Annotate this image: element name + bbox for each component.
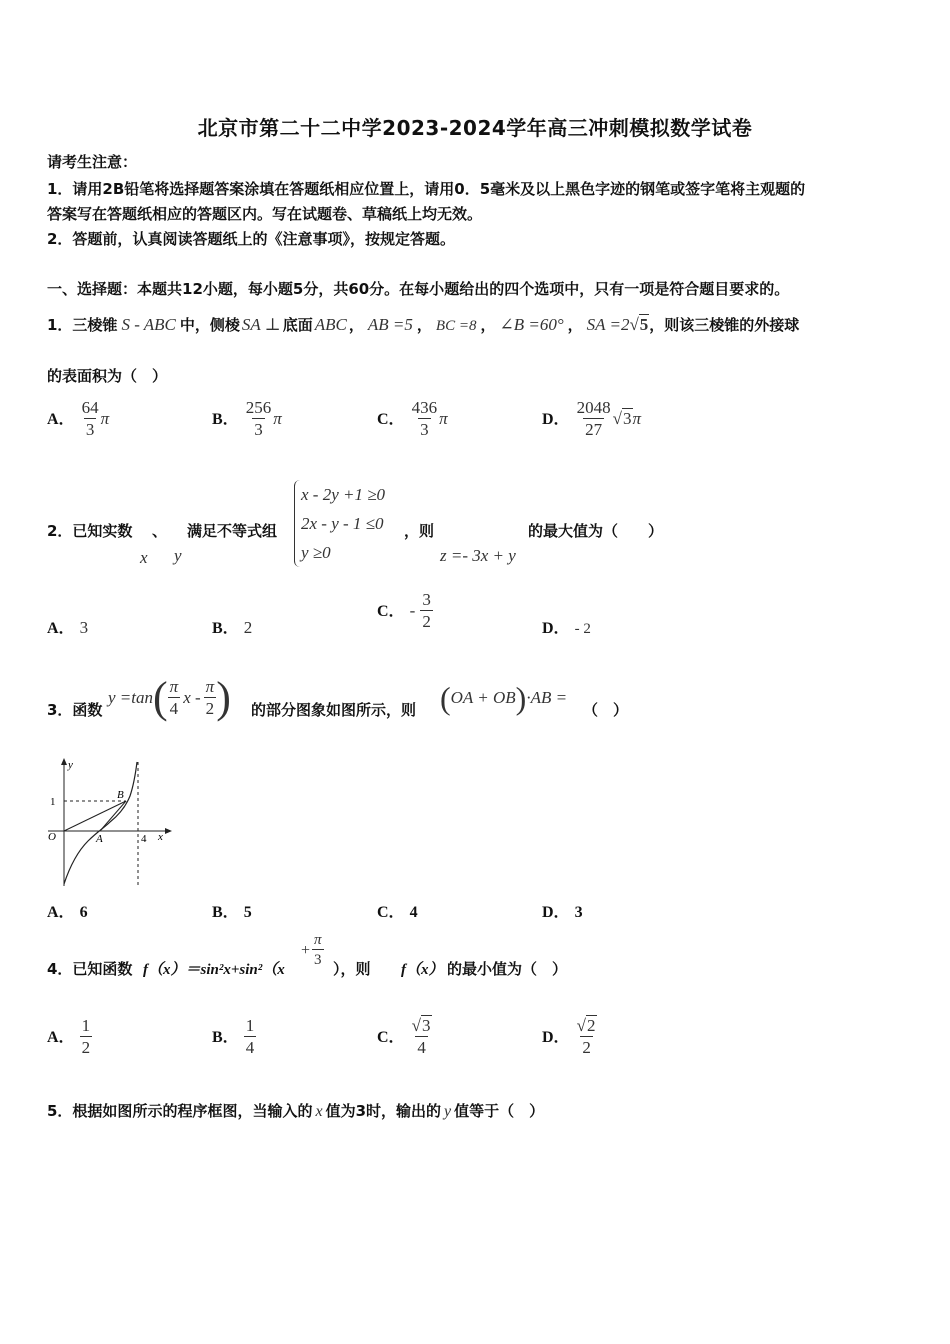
fraction-denominator: 27: [585, 420, 603, 439]
q1-separator: ，: [416, 316, 432, 334]
q2-text-1: 满足不等式组: [187, 522, 278, 540]
q5-text: 值为3时，输出的: [325, 1102, 442, 1120]
point-b-label: B: [117, 789, 124, 801]
q1-math-sa: SA =2: [586, 315, 630, 334]
q4-plus: +: [301, 942, 311, 959]
inequality-2: 2x - y - 1 ≤0: [301, 514, 384, 533]
q2-var-x: x: [140, 548, 148, 567]
option-label: B．: [212, 1029, 239, 1046]
option-value: 5: [243, 904, 252, 921]
q5-var-x: x: [315, 1103, 323, 1120]
fraction-denominator: 2: [81, 1038, 91, 1057]
q1-line-2: 的表面积为（ ）: [47, 367, 168, 385]
q4-option-c: [377, 1016, 434, 1059]
option-label: B．: [212, 411, 239, 428]
q4-option-a: [47, 1016, 92, 1059]
q1-math-bc: BC =8: [435, 318, 477, 334]
notice-item-1-line-2: 答案写在答题纸相应的答题区内。写在试题卷、草稿纸上均无效。: [47, 205, 483, 223]
option-value: - 2: [574, 621, 591, 637]
inequality-3: y ≥0: [301, 543, 331, 562]
fraction-numerator: 436: [411, 398, 438, 417]
option-label: C．: [377, 603, 405, 620]
option-value: 2: [243, 618, 253, 637]
fraction-numerator: 1: [245, 1016, 255, 1035]
q3-vector-expression: [440, 682, 567, 714]
fraction-numerator: π: [205, 676, 215, 696]
q2-option-b: [212, 615, 252, 638]
q3-option-c: [377, 899, 418, 922]
q5-text: 值等于（ ）: [454, 1102, 545, 1120]
option-value: 3: [79, 618, 89, 637]
q2-text-2: ，则: [404, 522, 435, 540]
q3-fraction-1: [168, 677, 181, 720]
fraction-denominator: 4: [245, 1038, 255, 1057]
option-value: 3: [574, 904, 583, 921]
q3-option-a: [47, 899, 88, 922]
fraction-denominator: 3: [254, 420, 263, 439]
option-fraction: $\frac{√3}{4}$: [411, 1016, 431, 1057]
fraction-denominator: 3: [420, 420, 429, 439]
q4-tail: 的最小值为（ ）: [447, 960, 568, 978]
fraction-denominator: 2: [582, 1038, 591, 1057]
q4-function-ref: f（x）: [401, 962, 444, 978]
q1-separator: ，: [348, 316, 364, 334]
q2-var-y: y: [174, 546, 182, 565]
option-label: A．: [47, 411, 75, 428]
q2-option-c: [377, 590, 433, 633]
q1-option-b: [212, 398, 282, 441]
fraction-numerator: π: [169, 676, 179, 696]
fraction-numerator: π: [314, 932, 322, 948]
q1-math-sa-perp: SA ⊥: [241, 315, 281, 334]
axis-label-y: y: [68, 759, 73, 771]
option-label: B．: [212, 620, 239, 637]
q1-number: 1．三棱锥: [47, 316, 118, 334]
q3-text-2: （ ）: [583, 701, 629, 719]
fraction-numerator: 64: [81, 398, 99, 417]
radicand: 3: [623, 409, 632, 428]
q5-text: 5．根据如图所示的程序框图，当输入的: [47, 1102, 313, 1120]
notice-item-2: 2．答题前，认真阅读答题纸上的《注意事项》，按规定答题。: [47, 230, 455, 248]
q3-function: [108, 673, 231, 722]
option-label: C．: [377, 1029, 405, 1046]
pi-symbol: π: [100, 409, 110, 428]
fraction-denominator: 4: [169, 698, 179, 718]
option-fraction: [244, 1016, 257, 1059]
q2-option-a: [47, 615, 88, 638]
left-paren: (: [153, 673, 168, 722]
q1-option-a: [47, 398, 109, 441]
x-axis-arrow: [165, 828, 172, 834]
q3-tan-graph: [40, 756, 180, 891]
q1-math-abc: ABC: [314, 315, 347, 334]
option-label: C．: [377, 411, 405, 428]
y-axis-arrow: [61, 758, 67, 765]
option-fraction: $\frac{√2}{2}$: [576, 1016, 596, 1057]
option-sqrt: √3: [612, 409, 632, 428]
radicand: 3: [422, 1016, 431, 1035]
axis-label-x: x: [158, 831, 163, 843]
q2-number: 2．已知实数: [47, 522, 133, 540]
fraction-denominator: 2: [422, 612, 431, 631]
q1-text: ，则该三棱锥的外接球: [649, 316, 800, 334]
q1-text: 底面: [282, 316, 313, 334]
q3-fraction-2: [204, 677, 217, 720]
option-label: A．: [47, 904, 75, 921]
q3-option-b: [212, 899, 252, 922]
option-label: B．: [212, 904, 239, 921]
q1-separator: ，: [480, 316, 496, 334]
q1-radicand: 5: [639, 315, 649, 334]
fraction-denominator: 4: [417, 1038, 426, 1057]
q4-suffix: ），则: [333, 960, 371, 978]
q2-objective: z =- 3x + y: [440, 546, 516, 565]
fraction-denominator: 3: [312, 949, 324, 970]
segment-ab: [100, 801, 126, 831]
tick-four: 4: [141, 833, 147, 845]
option-label: A．: [47, 1029, 75, 1046]
option-value: 4: [409, 904, 418, 921]
q3-option-d: [542, 899, 583, 922]
section-heading: 一、选择题：本题共12小题，每小题5分，共60分。在每小题给出的四个选项中，只有一项是符合题目要求的。: [47, 280, 790, 298]
option-sign: -: [409, 601, 416, 620]
q3-y-tan: y =tan: [108, 688, 153, 707]
q3-dot-product: ·AB =: [526, 688, 568, 707]
q3-text-1: 的部分图象如图所示，则: [251, 701, 417, 719]
option-fraction: [80, 1016, 93, 1059]
fraction-numerator: 1: [81, 1016, 91, 1035]
fraction-numerator: 2048: [576, 398, 611, 417]
q1-option-d: [542, 398, 641, 441]
option-fraction: [80, 398, 101, 441]
left-paren: (: [440, 680, 451, 716]
tick-one: 1: [50, 796, 56, 808]
radicand: 2: [587, 1016, 596, 1035]
q2-option-d: [542, 615, 591, 638]
q1-text: 中，侧棱: [179, 316, 240, 334]
page-title: 北京市第二十二中学2023-2024学年高三冲刺模拟数学试卷: [197, 116, 753, 140]
option-label: D．: [542, 411, 570, 428]
pi-symbol: π: [632, 409, 642, 428]
q4-option-b: [212, 1016, 256, 1059]
option-label: A．: [47, 620, 75, 637]
origin-label: O: [48, 831, 56, 843]
right-paren: ): [515, 680, 527, 716]
question-5: [47, 1100, 544, 1121]
q4-fraction: [312, 932, 324, 970]
pi-symbol: π: [273, 409, 282, 428]
fraction-denominator: 3: [85, 420, 95, 439]
q2-text-3: 的最大值为（ ）: [528, 522, 664, 540]
option-fraction: [575, 398, 613, 441]
notice-heading: 请考生注意：: [47, 153, 138, 171]
q3-number: 3．函数: [47, 701, 103, 719]
point-a-label: A: [96, 833, 103, 845]
question-1: [47, 314, 799, 335]
right-paren: ): [216, 673, 231, 722]
fraction-numerator: 3: [422, 590, 431, 609]
q3-vector-sum: OA + OB: [450, 688, 516, 707]
fraction-denominator: 2: [205, 698, 215, 718]
q2-separator: 、: [152, 522, 168, 540]
fraction-numerator: 256: [245, 398, 272, 417]
q1-math-pyramid: S - ABC: [121, 315, 176, 334]
q1-sqrt: √5: [629, 315, 649, 334]
tan-curve: [64, 762, 137, 884]
q1-math-angle-b: ∠B =60°: [499, 315, 564, 334]
option-fraction: [244, 398, 274, 441]
q2-inequality-system: [294, 480, 385, 567]
option-label: C．: [377, 904, 405, 921]
inequality-1: x - 2y +1 ≥0: [301, 485, 386, 504]
notice-item-1-line-1: 1．请用2B铅笔将选择题答案涂填在答题纸相应位置上，请用0．5毫米及以上黑色字迹的钢笔或签字笔将主观题的: [47, 180, 806, 198]
q4-function: f（x）＝sin²x+sin²（x: [143, 962, 285, 978]
q1-option-c: [377, 398, 448, 441]
option-label: D．: [542, 904, 570, 921]
option-label: D．: [542, 1029, 570, 1046]
q1-math-ab: AB =5: [367, 315, 413, 334]
q3-x-minus: x -: [183, 688, 201, 707]
q4-prefix: 4．已知函数: [47, 960, 133, 978]
q4-option-d: [542, 1016, 599, 1059]
q5-var-y: y: [444, 1103, 452, 1120]
option-label: D．: [542, 620, 570, 637]
option-value: 6: [79, 904, 88, 921]
pi-symbol: π: [439, 409, 448, 428]
option-fraction: [410, 398, 440, 441]
option-fraction: [420, 590, 433, 633]
q1-separator: ，: [567, 316, 583, 334]
